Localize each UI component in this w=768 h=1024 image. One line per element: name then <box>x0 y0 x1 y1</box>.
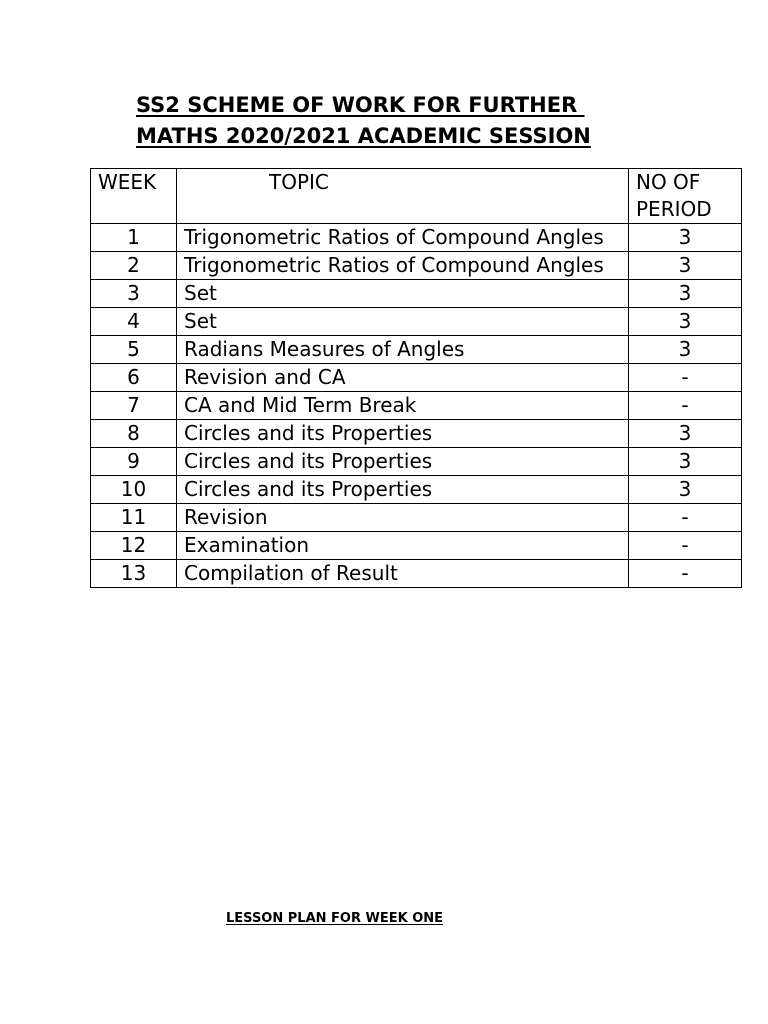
period-cell: 3 <box>629 224 742 252</box>
topic-cell: Revision and CA <box>177 364 629 392</box>
period-cell: 3 <box>629 252 742 280</box>
week-cell: 4 <box>91 308 177 336</box>
table-row <box>91 280 742 308</box>
week-cell: 10 <box>91 476 177 504</box>
week-cell: 13 <box>91 560 177 588</box>
topic-cell: Circles and its Properties <box>177 448 629 476</box>
topic-cell: Examination <box>177 532 629 560</box>
table-row <box>91 336 742 364</box>
period-cell: 3 <box>629 476 742 504</box>
topic-cell: Revision <box>177 504 629 532</box>
topic-cell: Circles and its Properties <box>177 420 629 448</box>
topic-cell: CA and Mid Term Break <box>177 392 629 420</box>
week-cell: 6 <box>91 364 177 392</box>
header-week: WEEK <box>91 169 177 224</box>
topic-cell: Circles and its Properties <box>177 476 629 504</box>
week-cell: 12 <box>91 532 177 560</box>
table-row <box>91 224 742 252</box>
topic-cell: Compilation of Result <box>177 560 629 588</box>
document-title-line-1: SS2 SCHEME OF WORK FOR FURTHER <box>136 93 585 117</box>
document-title-line-2: MATHS 2020/2021 ACADEMIC SESSION <box>136 124 591 148</box>
table-body <box>91 224 742 588</box>
week-cell: 5 <box>91 336 177 364</box>
period-cell: 3 <box>629 280 742 308</box>
table-header-row <box>91 169 742 224</box>
header-topic: TOPIC <box>177 169 629 224</box>
table-row <box>91 448 742 476</box>
week-cell: 9 <box>91 448 177 476</box>
period-cell: - <box>629 504 742 532</box>
topic-cell: Trigonometric Ratios of Compound Angles <box>177 224 629 252</box>
topic-cell: Set <box>177 280 629 308</box>
lesson-plan-heading: LESSON PLAN FOR WEEK ONE <box>226 911 444 926</box>
table-row <box>91 504 742 532</box>
week-cell: 3 <box>91 280 177 308</box>
period-cell: 3 <box>629 420 742 448</box>
table-row <box>91 308 742 336</box>
period-cell: 3 <box>629 308 742 336</box>
period-cell: 3 <box>629 448 742 476</box>
table-row <box>91 532 742 560</box>
topic-cell: Trigonometric Ratios of Compound Angles <box>177 252 629 280</box>
week-cell: 1 <box>91 224 177 252</box>
scheme-of-work-table <box>90 168 742 588</box>
table-row <box>91 364 742 392</box>
topic-cell: Set <box>177 308 629 336</box>
week-cell: 11 <box>91 504 177 532</box>
period-cell: - <box>629 392 742 420</box>
table-row <box>91 420 742 448</box>
period-cell: - <box>629 560 742 588</box>
table-row <box>91 252 742 280</box>
table-row <box>91 392 742 420</box>
table-row <box>91 476 742 504</box>
period-cell: - <box>629 532 742 560</box>
topic-cell: Radians Measures of Angles <box>177 336 629 364</box>
period-cell: - <box>629 364 742 392</box>
header-period: NO OF PERIOD <box>629 169 742 224</box>
week-cell: 7 <box>91 392 177 420</box>
period-cell: 3 <box>629 336 742 364</box>
table-row <box>91 560 742 588</box>
week-cell: 8 <box>91 420 177 448</box>
week-cell: 2 <box>91 252 177 280</box>
